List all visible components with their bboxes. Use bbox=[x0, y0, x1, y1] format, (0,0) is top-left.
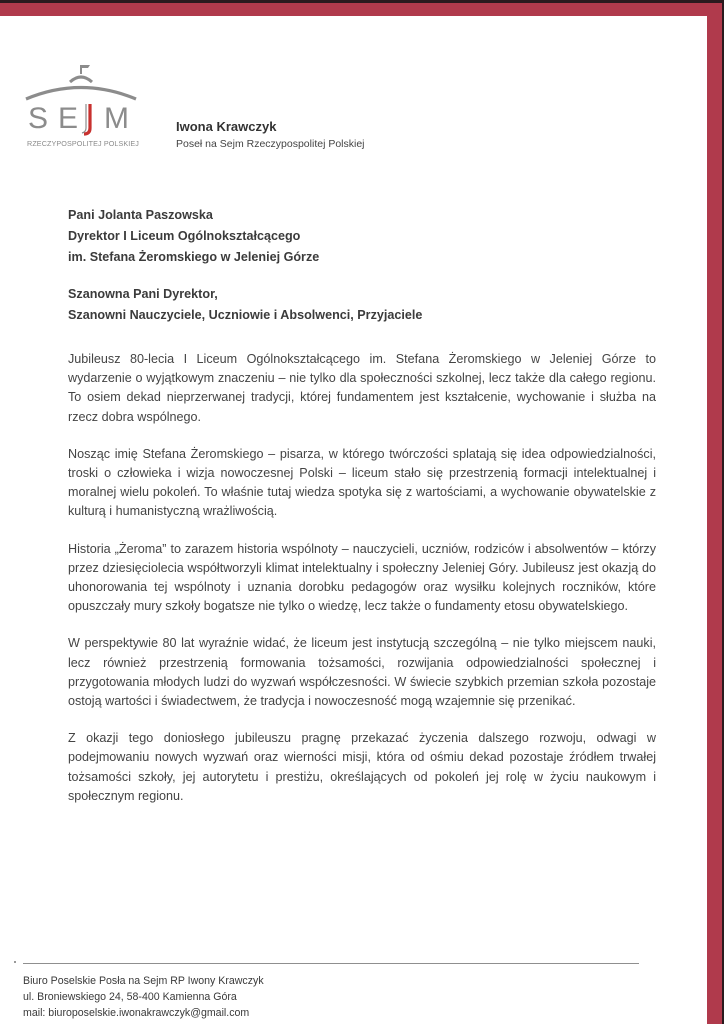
sender-name: Iwona Krawczyk bbox=[176, 119, 277, 134]
addressee-name: Pani Jolanta Paszowska bbox=[68, 208, 213, 222]
scan-mark bbox=[14, 961, 16, 963]
footer-address: ul. Broniewskiego 24, 58-400 Kamienna Góra bbox=[23, 991, 237, 1003]
body-paragraph: Nosząc imię Stefana Żeromskiego – pisarza, w którego twórczości splatają się idea odpowiedzialności, troski o człowieka i wizja nowoczesnej Polski – liceum stało się przestrzenią formacji intelektualnej i moralnej wielu pokoleń. To właśnie tutaj wiedza spotyka się z wartościami, a wychowanie obywatelskie z kulturą i humanistyczną wrażliwością. bbox=[68, 446, 656, 519]
letterhead-border-right bbox=[707, 3, 722, 1024]
footer-office: Biuro Poselskie Posła na Sejm RP Iwony Krawczyk bbox=[23, 975, 264, 987]
sejm-logo bbox=[24, 62, 142, 152]
letterhead-border-top bbox=[0, 3, 724, 16]
logo-subtitle: RZECZYPOSPOLITEJ POLSKIEJ bbox=[27, 139, 139, 148]
body-paragraph: Z okazji tego doniosłego jubileuszu pragnę przekazać życzenia dalszego rozwoju, odwagi w podejmowaniu nowych wyzwań oraz wierności misji, która od ośmiu dekad pozostaje źródłem trwałej tożsamości szkoły, jej autorytetu i prestiżu, określających od pokoleń jej rolę w życiu naukowym i społecznym regionu. bbox=[68, 731, 656, 803]
footer-contact bbox=[23, 973, 264, 1021]
salutation-block bbox=[68, 284, 422, 326]
addressee-block bbox=[68, 205, 319, 268]
svg-text:M: M bbox=[104, 102, 129, 135]
salutation-line: Szanowni Nauczyciele, Uczniowie i Absolwenci, Przyjaciele bbox=[68, 308, 423, 322]
letter-body bbox=[68, 350, 656, 824]
addressee-title: Dyrektor I Liceum Ogólnokształcącego bbox=[68, 229, 301, 243]
body-paragraph: W perspektywie 80 lat wyraźnie widać, że liceum jest instytucją szczególną – nie tylko miejscem nauki, lecz również przestrzenią formowania tożsamości, rozwijania odpowiedzialności społecznej i przygotowania młodych ludzi do wyzwań współczesności. W świecie szybkich przemian szkoła pozostaje ostoją wartości i świadectwem, że tradycja i nowoczesność mogą wzajemnie się przenikać. bbox=[68, 636, 656, 709]
footer-divider bbox=[23, 963, 639, 964]
sejm-building-icon bbox=[24, 62, 142, 137]
svg-text:S: S bbox=[28, 102, 49, 135]
body-paragraph: Historia „Żeroma” to zarazem historia wspólnoty – nauczycieli, uczniów, rodziców i absolwentów – którzy przez dziesięciolecia współtworzyli klimat intelektualny i społeczny Jeleniej Góry. Jubileusz jest okazją do uhonorowania tej wspólnoty i uznania dorobku pedagogów oraz wysiłku kolejnych roczników, które opuszczały mury szkoły bogatsze nie tylko o wiedzę, lecz także o fundamenty etosu obywatelskiego. bbox=[68, 541, 656, 614]
sender-role: Poseł na Sejm Rzeczypospolitej Polskiej bbox=[176, 138, 365, 150]
addressee-school: im. Stefana Żeromskiego w Jeleniej Górze bbox=[68, 250, 320, 264]
footer-email: mail: biuroposelskie.iwonakrawczyk@gmail.com bbox=[23, 1007, 250, 1019]
sender-block bbox=[176, 118, 365, 152]
svg-text:E: E bbox=[58, 102, 79, 135]
salutation-line: Szanowna Pani Dyrektor, bbox=[68, 287, 218, 301]
body-paragraph: Jubileusz 80-lecia I Liceum Ogólnokształcącego im. Stefana Żeromskiego w Jeleniej Górze to wydarzenie o wyjątkowym znaczeniu – nie tylko dla społeczności szkolnej, lecz także dla całego regionu. To osiem dekad nieprzerwanej tradycji, której fundamentem jest kształcenie, wychowanie i służba na rzecz dobra wspólnego. bbox=[68, 352, 656, 424]
